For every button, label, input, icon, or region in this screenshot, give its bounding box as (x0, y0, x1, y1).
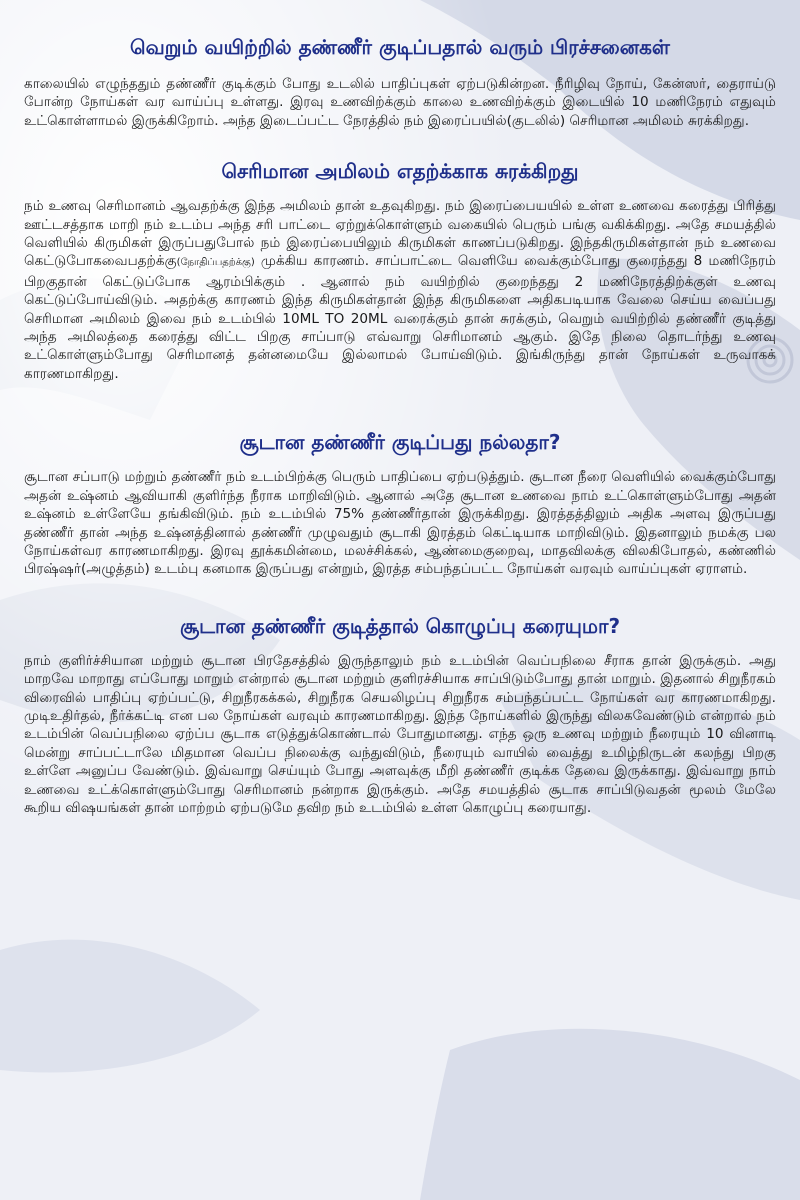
section-paragraph (24, 197, 776, 383)
section-paragraph: காலையில் எழுந்ததும் தண்ணீர் குடிக்கும் போது உடலில் பாதிப்புகள் ஏற்படுகின்றன. நீரிழிவு நோய், கேன்ஸர், தைராய்டு போன்ற நோய்கள் வர வாய்ப்பு உள்ளது. இரவு உணவிற்க்கும் காலை உணவிற்க்கும் இடையில் 10 மணிநேரம் எதுவும் உட்கொள்ளாமல் இருக்கிறோம். அந்த இடைப்பட்ட நேரத்தில் நம் இரைப்பயில்(குடலில்) செரிமான அமிலம் சுரக்கிறது. (24, 76, 776, 129)
paragraph-text: முக்கிய காரணம். சாப்பாட்டை வெளியே வைக்கும்போது குரைந்தது 8 மணிநேரம் பிறகுதான் கெட்டுப்போக ஆரம்பிக்கும் . ஆனால் நம் வயிற்றில் குறைந்தது 2 மணிநேரத்திற்க்குள் உணவு கெட்டுப்போய்விடும். அதற்க்கு காரணம் இந்த கிருமிகள்தான் இந்த கிருமிகளை அதிகபடியாக வேலை செய்ய வைப்பது செரிமான அமிலம் இவை நம் உடம்பில் 10ML TO 20ML வரைக்கும் தான் சுரக்கும், வெறும் வயிற்றில் தண்ணீர் குடித்து அந்த அமிலத்தை கரைத்து விட்ட பிறகு சாப்பாடு எவ்வாறு செரிமானம் ஆகும். இதே நிலை தொடர்ந்து உணவு உட்கொள்ளும்போது செரிமானத் தன்னமையே இல்லாமல் போய்விடும். இங்கிருந்து தான் நோய்கள் உருவாகக் காரணமாகிறது. (24, 253, 776, 382)
paragraph-text: நம் உணவு செரிமானம் ஆவதற்க்கு இந்த அமிலம் தான் உதவுகிறது. நம் இரைப்பையயில் உள்ள உணவை கரைத்து பிரித்து ஊட்டசத்தாக மாறி நம் உடம்ப அந்த சரி பாட்டை ஏற்றுக்கொள்ளும் வகையில் பெரும் பங்கு வகிக்கிறது. அதே சமயத்தில் வெளியில் கிருமிகள் இருப்பதுபோல் நம் இரைப்பையிலும் கிருமிகள் காணப்படுகிறது. இந்தகிருமிகள்தான் நம் உணவை கெட்டுபோகவைபதற்க்கு (24, 198, 776, 270)
section-title: செரிமான அமிலம் எதற்க்காக சுரக்கிறது (221, 159, 579, 184)
section-title: வெறும் வயிற்றில் தண்ணீர் குடிப்பதால் வரும் பிரச்சனைகள் (130, 35, 670, 59)
section-title: சூடான தண்ணீர் குடித்தால் கொழுப்பு கரையுமா? (179, 613, 621, 638)
paragraph-small-note: (நோதிப்பதற்க்கு) (176, 257, 255, 269)
section-title: சூடான தண்ணீர் குடிப்பது நல்லதா? (239, 430, 561, 455)
section-paragraph: நாம் குளிர்ச்சியான மற்றும் சூடான பிரதேசத்தில் இருந்தாலும் நம் உடம்பின் வெப்பநிலை சீராக தான் இருக்கும். அது மாறவே மாறாது எப்போது மாறும் என்றால் சூடான மற்றும் குளிரச்சியாக சாப்பிடும்போது தான் மாறும். இதனால் சிறுநீரகம் விரைவில் பாதிப்பு ஏற்ப்பட்டு, சிறுநீரகக்கல், சிறுநீரக செயலிழப்பு சிறுநீரக சம்பந்தப்பட்ட நோய்கள் வர காரணமாகிறது. முடிஉதிர்தல், நீர்க்கட்டி என பல நோய்கள் வரவும் காரணமாகிறது. இந்த நோய்களில் இருந்து விலகவேண்டும் என்றால் நம் உடம்பின் வெப்பநிலை ஏற்ப்ப சூடாக எடுத்துக்கொண்டால் போதுமானது. எந்த ஒரு உணவு மற்றும் நீரையும் 10 வினாடி மென்று சாப்பட்டாலே மிதமான வெப்ப நிலைக்கு வந்துவிடும், நீரையும் வாயில் வைத்து உமிழ்நிருடன் கலந்து பிறகு உள்ளே அனுப்ப வேண்டும். இவ்வாறு செய்யும் போது அளவுக்கு மீறி தண்ணீர் குடிக்க தேவை இருக்காது. இவ்வாறு நாம் உணவை உட்க்கொள்ளும்போது செரிமானம் நன்றாக இருக்கும். அதே சமயத்தில் சூடாக சாப்பிடுவதன் மூலம் மேலே கூறிய விஷயங்கள் தான் மாற்றம் ஏற்படுமே தவிற நம் உடம்பில் உள்ள கொழுப்பு கரையாது. (24, 652, 776, 816)
section-paragraph: சூடான சப்பாடு மற்றும் தண்ணீர் நம் உடம்பிற்க்கு பெரும் பாதிப்பை ஏற்படுத்தும். சூடான நீரை வெளியில் வைக்கும்போது அதன் உஷ்னம் ஆவியாகி குளிர்ந்த நீராக மாறிவிடும். ஆனால் அதே சூடான உணவை நாம் உட்கொள்ளும்போது அதன் உஷ்னம் உள்ளேயே தங்கிவிடும். நம் உடம்பில் 75% தண்ணீர்தான் இருக்கிறது. இரத்தத்திலும் அதிக அளவு இருப்பது தண்ணீர் தான் அந்த உஷ்னத்தினால் தண்ணீர் முழுவதும் சூடாகி இரத்தம் கெட்டியாக மாறிவிடும். இதனாலும் நமக்கு பல நோய்கள்வர காரணமாகிறது. இரவு தூக்கமின்மை, மலச்சிக்கல், ஆண்மைகுறைவு, மாதவிலக்கு விலகிபோதல், கண்ணில் பிரஷ்ஷர்(அழுத்தம்) உடம்பு கனமாக இருப்பது என்றும், இரத்த சம்பந்தப்பட்ட நோய்கள் வரவும் வாய்ப்புகள் ஏராளம். (24, 469, 776, 578)
